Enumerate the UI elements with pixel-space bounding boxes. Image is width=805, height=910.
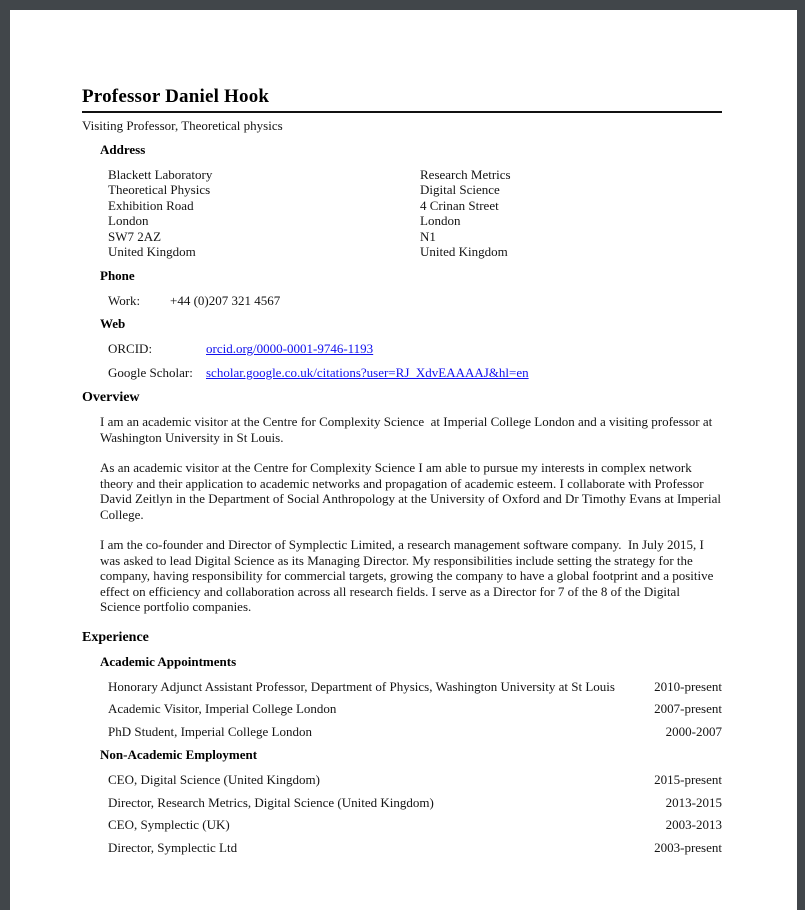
address-line: Theoretical Physics (108, 182, 211, 197)
experience-row (108, 817, 722, 833)
experience-dates: 2013-2015 (665, 794, 722, 810)
address-line: SW7 2AZ (108, 228, 162, 244)
academic-appointments-heading: Academic Appointments (100, 653, 237, 669)
overview-paragraph: I am an academic visitor at the Centre for Complexity Science at Imperial College London and a visiting professor at Washington University in St Louis. (100, 414, 716, 445)
document-page (10, 10, 797, 910)
overview-paragraph: As an academic visitor at the Centre for Complexity Science I am able to pursue my interests in complex network theory and their application to academic networks and propagation of academic esteem. I collaborate with Professor David Zeitlyn in the Department of Social Anthropology at the University of Oxford and Dr Timothy Evans at Imperial College. (100, 460, 725, 522)
experience-title: CEO, Symplectic (UK) (108, 817, 230, 832)
page-title: Professor Daniel Hook (82, 86, 270, 107)
google-scholar-link[interactable]: scholar.google.co.uk/citations?user=RJ_XdvEAAAAJ&hl=en (206, 364, 529, 380)
address-line: Research Metrics (420, 166, 511, 182)
experience-title: PhD Student, Imperial College London (108, 723, 313, 739)
web-row-orcid (108, 341, 722, 357)
address-line: Exhibition Road (108, 197, 194, 213)
experience-row (108, 724, 722, 740)
phone-value: +44 (0)207 321 4567 (170, 292, 281, 308)
orcid-link[interactable]: orcid.org/0000-0001-9746-1193 (206, 341, 374, 356)
address-line: Blackett Laboratory (108, 166, 213, 182)
web-heading: Web (100, 316, 126, 331)
page-subtitle: Visiting Professor, Theoretical physics (82, 118, 283, 133)
address-line: N1 (420, 228, 436, 244)
address-column-secondary (420, 167, 722, 260)
google-scholar-label: Google Scholar: (108, 364, 193, 380)
phone-label: Work: (108, 292, 141, 308)
experience-row (108, 701, 722, 717)
experience-heading: Experience (82, 629, 149, 645)
experience-title: CEO, Digital Science (United Kingdom) (108, 772, 320, 787)
experience-dates: 2003-present (654, 839, 722, 855)
address-block (108, 167, 722, 260)
experience-dates: 2003-2013 (665, 817, 722, 832)
address-line: 4 Crinan Street (420, 197, 499, 213)
title-divider (82, 111, 722, 113)
experience-dates: 2000-2007 (665, 723, 722, 739)
experience-title: Honorary Adjunct Assistant Professor, Department of Physics, Washington University at St Louis (108, 678, 615, 694)
experience-title: Director, Symplectic Ltd (108, 839, 238, 855)
address-line: Digital Science (420, 182, 500, 197)
experience-dates: 2015-present (654, 772, 722, 787)
address-line: London (420, 213, 461, 228)
experience-dates: 2007-present (654, 701, 722, 716)
overview-heading: Overview (82, 390, 140, 405)
experience-title: Academic Visitor, Imperial College London (108, 701, 337, 716)
phone-heading: Phone (100, 267, 135, 283)
address-line: United Kingdom (108, 244, 196, 259)
experience-row (108, 679, 722, 695)
experience-title: Director, Research Metrics, Digital Science (United Kingdom) (108, 794, 434, 810)
web-row-google-scholar (108, 365, 722, 381)
experience-row (108, 772, 722, 788)
phone-row (108, 293, 722, 309)
address-column-primary (108, 167, 420, 260)
address-line: United Kingdom (420, 244, 508, 259)
non-academic-employment-heading: Non-Academic Employment (100, 747, 258, 762)
address-heading: Address (100, 141, 146, 157)
orcid-label: ORCID: (108, 341, 153, 356)
experience-dates: 2010-present (654, 678, 722, 694)
experience-row (108, 795, 722, 811)
overview-paragraph: I am the co-founder and Director of Symplectic Limited, a research management software company. In July 2015, I was asked to lead Digital Science as its Managing Director. My responsibilities include setting the strategy for the company, having responsibility for commercial targets, growing the company to have a global footprint and a positive effect on efficiency and collaboration across all research fields. I serve as a Director for 7 of the 8 of the Digital Science portfolio companies. (100, 537, 717, 614)
address-line: London (108, 213, 149, 228)
